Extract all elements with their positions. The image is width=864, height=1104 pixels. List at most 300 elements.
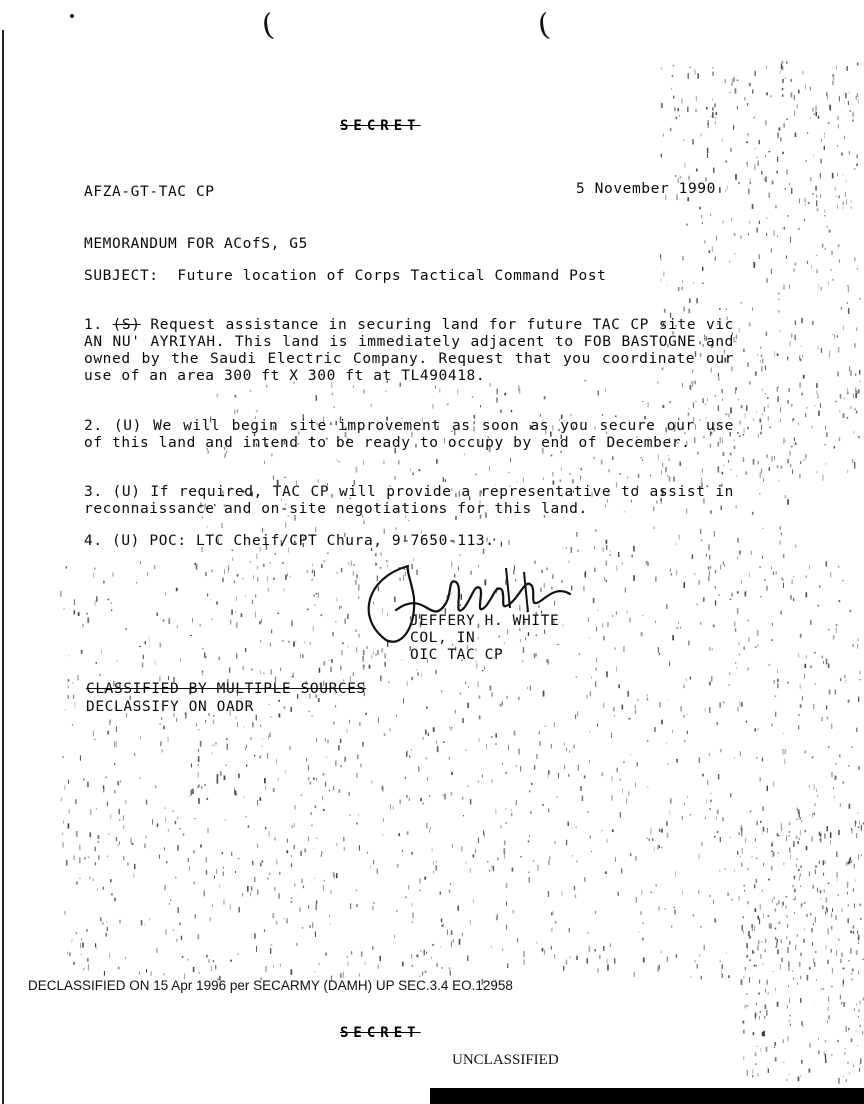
scan-noise-speck [780,541,781,545]
scan-noise-speck [664,309,666,313]
scan-noise-speck [839,96,840,102]
scan-noise-speck [147,572,148,577]
scan-noise-speck [287,573,288,576]
scan-noise-speck [548,891,549,897]
scan-noise-speck [530,686,531,691]
scan-noise-speck [325,953,327,956]
scan-noise-speck [819,861,820,864]
scan-noise-speck [268,588,269,591]
scan-noise-speck [816,383,818,388]
scan-noise-speck [620,812,621,818]
memo-date: 5 November 1990 [576,181,716,197]
scan-noise-speck [349,720,350,723]
scan-noise-speck [257,890,258,895]
scan-noise-speck [300,654,301,657]
scan-noise-speck [766,1047,768,1052]
scan-noise-speck [798,422,799,425]
scan-noise-speck [482,670,484,671]
scan-noise-speck [100,917,102,921]
scan-noise-speck [217,778,219,784]
scan-noise-speck [789,998,790,1003]
scan-noise-speck [832,334,833,336]
scan-noise-speck [748,868,749,871]
scan-noise-speck [774,897,775,900]
scan-noise-speck [696,169,698,172]
scan-noise-speck [772,623,773,626]
scan-noise-speck [614,715,615,716]
scan-noise-speck [544,950,545,955]
scan-noise-speck [419,976,420,977]
scan-noise-speck [861,854,862,856]
scan-noise-speck [145,641,146,644]
scan-noise-speck [710,214,711,217]
scan-noise-speck [737,667,738,670]
scan-noise-speck [832,908,833,911]
scan-noise-speck [806,576,807,578]
scan-noise-speck [780,611,782,615]
scan-noise-speck [793,977,794,980]
scan-noise-speck [855,879,856,881]
scan-noise-speck [797,983,798,985]
scan-noise-speck [860,904,862,907]
scan-noise-speck [771,456,772,462]
scan-noise-speck [861,825,862,831]
scan-noise-speck [72,724,73,726]
scan-noise-speck [528,841,530,843]
scan-noise-speck [710,566,711,569]
scan-noise-speck [529,790,531,792]
scan-noise-speck [432,404,433,408]
scan-noise-speck [760,1011,761,1013]
scan-noise-speck [205,720,206,723]
scan-noise-speck [554,954,555,959]
scan-noise-speck [345,757,346,762]
scan-noise-speck [361,951,363,956]
scan-noise-speck [731,218,732,221]
scan-noise-speck [254,934,256,939]
scan-noise-speck [780,526,781,530]
scan-noise-speck [412,473,413,476]
scan-noise-speck [774,456,775,460]
scan-noise-speck [194,882,195,885]
scan-noise-speck [65,710,66,711]
scan-noise-speck [383,818,384,822]
scan-noise-speck [852,112,853,117]
scan-noise-speck [818,605,819,607]
scan-noise-speck [793,885,794,888]
scan-noise-speck [157,824,159,827]
scan-noise-speck [780,71,781,74]
scan-noise-speck [275,553,276,555]
scan-noise-speck [315,971,316,972]
scan-noise-speck [741,825,743,829]
scan-noise-speck [231,610,233,615]
scan-noise-speck [198,764,200,766]
scan-noise-speck [713,900,714,904]
scan-noise-speck [131,838,132,844]
scan-noise-speck [506,808,507,810]
scan-noise-speck [735,387,737,390]
scan-noise-speck [230,960,232,962]
scan-noise-speck [738,182,740,184]
scan-noise-speck [215,965,216,969]
scan-noise-speck [839,410,840,412]
scan-noise-speck [843,202,844,206]
scan-noise-speck [319,668,321,673]
scan-noise-speck [176,588,178,592]
scan-noise-speck [549,860,550,865]
scan-noise-speck [591,851,592,852]
scan-noise-speck [442,690,443,692]
scan-noise-speck [826,705,827,709]
scan-noise-speck [407,751,408,757]
scan-noise-speck [666,821,668,826]
scan-noise-speck [316,738,317,743]
scan-noise-speck [243,666,244,671]
scan-noise-speck [855,388,857,393]
scan-noise-speck [783,554,785,558]
scan-noise-speck [470,868,471,872]
scan-noise-speck [425,729,426,734]
scan-noise-speck [733,77,734,82]
scan-noise-speck [95,601,96,606]
scan-noise-speck [165,807,166,808]
scan-noise-speck [858,1009,860,1012]
scan-noise-speck [749,936,751,939]
scan-noise-speck [853,925,855,928]
scan-noise-speck [450,883,451,885]
scan-noise-speck [737,591,739,593]
scan-noise-speck [807,975,809,980]
scan-noise-speck [738,556,739,559]
scan-noise-speck [283,918,284,920]
scan-noise-speck [548,659,549,664]
scan-noise-speck [170,900,171,902]
scan-noise-speck [747,162,748,168]
scan-noise-speck [661,103,663,108]
scan-noise-speck [848,101,849,105]
scan-noise-speck [313,777,315,780]
scan-noise-speck [422,972,423,976]
scan-noise-speck [722,963,723,966]
scan-noise-speck [706,107,708,109]
scan-noise-speck [268,735,269,741]
scan-noise-speck [110,879,112,882]
signer-title: OIC TAC CP [410,647,504,663]
scan-noise-speck [80,943,81,948]
scan-noise-speck [204,653,205,658]
scan-noise-speck [331,659,333,663]
scan-noise-speck [616,768,618,773]
scan-noise-speck [188,858,190,862]
scan-noise-speck [164,847,165,850]
scan-noise-speck [793,576,795,577]
scan-noise-speck [684,139,685,141]
paragraph-2 [84,418,734,452]
scan-noise-speck [763,1031,765,1037]
scan-noise-speck [760,1048,761,1051]
scan-noise-speck [497,914,498,920]
scan-noise-speck [775,696,777,697]
scan-noise-speck [323,773,325,776]
scan-noise-speck [76,831,78,837]
scan-noise-speck [313,594,315,597]
scan-noise-speck [712,648,713,651]
scan-noise-speck [790,855,791,860]
scan-noise-speck [862,1031,863,1034]
scan-noise-speck [858,766,859,770]
scan-noise-speck [855,824,856,827]
scan-noise-speck [291,855,292,856]
scan-noise-speck [312,923,313,929]
scan-noise-speck [713,168,715,173]
scan-noise-speck [412,903,413,907]
scan-noise-speck [334,406,336,407]
scan-noise-speck [831,913,832,918]
scan-noise-speck [856,1004,857,1006]
scan-noise-speck [816,200,817,206]
scan-noise-speck [657,845,659,850]
scan-noise-speck [815,917,816,923]
scan-noise-speck [411,852,413,855]
scan-noise-speck [594,949,596,952]
scan-noise-speck [437,459,438,464]
scan-noise-speck [611,733,612,738]
scan-noise-speck [763,827,765,832]
scan-noise-speck [661,154,662,158]
scan-noise-speck [140,777,141,779]
scan-noise-speck [785,188,786,190]
scan-noise-speck [681,287,683,291]
scan-noise-speck [840,803,841,807]
scan-noise-speck [841,307,842,310]
scan-noise-speck [841,153,842,156]
scan-noise-speck [659,829,661,832]
scan-noise-speck [307,570,308,572]
scan-noise-speck [790,1015,791,1016]
scan-noise-speck [799,876,800,880]
scan-noise-speck [736,505,737,508]
scan-noise-speck [846,1026,847,1032]
scan-noise-speck [403,698,404,704]
scan-noise-speck [587,958,589,963]
scan-noise-speck [716,112,718,115]
scan-noise-speck [349,792,350,796]
scan-noise-speck [799,355,800,360]
scan-noise-speck [702,774,704,777]
scan-noise-speck [672,729,673,733]
scan-noise-speck [357,755,358,760]
scan-noise-speck [659,653,660,655]
scan-noise-speck [245,648,246,652]
scan-noise-speck [382,785,384,790]
scan-noise-speck [211,966,212,972]
scan-noise-speck [744,976,745,978]
scan-noise-speck [638,474,640,478]
scan-noise-speck [479,716,481,720]
scan-noise-speck [409,755,410,758]
scan-noise-speck [718,594,720,596]
scan-noise-speck [800,634,802,638]
scan-noise-speck [800,830,801,835]
scan-noise-speck [407,681,408,686]
scan-noise-speck [718,405,720,411]
scan-noise-speck [260,725,261,727]
scan-noise-speck [810,620,812,625]
scan-noise-speck [575,895,577,899]
scan-noise-speck [450,971,451,976]
scan-noise-speck [500,410,502,413]
scan-noise-speck [500,704,502,707]
scan-noise-speck [69,655,70,656]
scan-noise-speck [687,731,688,734]
scan-noise-speck [832,724,833,730]
scan-noise-speck [816,269,817,273]
scan-noise-speck [812,885,814,889]
scan-noise-speck [213,715,214,716]
scan-noise-speck [562,891,563,896]
scan-noise-speck [789,848,790,853]
scan-noise-speck [635,705,636,709]
scan-noise-speck [337,459,338,462]
scan-noise-speck [711,793,712,795]
scan-noise-speck [741,979,743,985]
scan-noise-speck [411,954,412,959]
scan-noise-speck [798,653,799,658]
scan-noise-speck [712,112,714,118]
scan-noise-speck [151,971,152,976]
scan-noise-speck [789,285,790,289]
scan-noise-speck [745,838,746,842]
scan-noise-speck [273,965,274,968]
scan-noise-speck [282,562,283,564]
scan-noise-speck [455,710,456,714]
scan-noise-speck [707,148,709,153]
scan-noise-speck [859,679,861,680]
scan-noise-speck [549,856,550,859]
scan-noise-speck [749,959,751,961]
scan-noise-speck [845,93,846,99]
scan-noise-speck [854,343,855,347]
scan-noise-speck [276,921,278,925]
scan-noise-speck [591,677,592,679]
scan-noise-speck [654,727,655,732]
scan-noise-speck [786,896,788,897]
scan-noise-speck [786,835,787,841]
scan-noise-speck [801,345,802,346]
scan-noise-speck [763,528,764,529]
scan-noise-speck [789,1020,790,1022]
scan-noise-speck [285,575,286,580]
scan-noise-speck [792,579,793,584]
scan-noise-speck [580,786,581,791]
scan-noise-speck [420,798,422,802]
punch-hole-mark-right: ( [535,7,553,44]
scan-noise-speck [545,726,547,727]
scan-noise-speck [551,913,553,916]
scan-noise-speck [766,1010,767,1016]
scan-noise-speck [782,579,784,580]
scan-noise-speck [222,578,224,583]
scan-noise-speck [327,740,328,744]
scan-noise-speck [436,860,437,862]
scan-noise-speck [447,930,448,936]
scan-noise-speck [453,939,454,942]
scan-noise-speck [462,718,464,723]
scan-noise-speck [712,67,713,69]
scan-noise-speck [673,65,674,67]
scan-noise-speck [843,1076,844,1077]
scan-noise-speck [325,782,326,787]
scan-noise-speck [716,236,717,241]
scan-noise-speck [741,302,742,304]
scan-noise-speck [853,1065,854,1067]
scan-noise-speck [204,890,205,896]
scan-noise-speck [754,925,755,931]
scan-noise-speck [74,599,75,605]
scan-noise-speck [758,1073,759,1076]
scan-noise-speck [180,828,181,830]
scan-noise-speck [255,595,256,598]
scan-noise-speck [60,591,62,597]
scan-noise-speck [593,598,595,603]
scan-noise-speck [766,66,767,69]
scan-noise-speck [606,671,608,677]
scan-noise-speck [96,808,97,810]
scan-noise-speck [254,877,256,882]
scan-noise-speck [142,663,144,668]
scan-noise-speck [860,381,861,383]
scan-noise-speck [149,637,150,641]
scan-noise-speck [847,882,849,888]
scan-noise-speck [243,578,244,579]
scan-noise-speck [815,186,817,191]
scan-noise-speck [430,828,431,829]
scan-noise-speck [825,1040,826,1042]
scan-noise-speck [792,971,793,972]
scan-noise-speck [348,645,349,647]
scan-noise-speck [219,884,220,888]
scan-noise-speck [814,114,815,115]
scan-noise-speck [851,201,852,203]
scan-noise-speck [787,924,788,928]
scan-noise-speck [359,973,361,976]
scan-noise-speck [244,727,245,728]
scan-noise-speck [83,778,84,781]
scan-noise-speck [708,567,710,570]
scan-noise-speck [672,75,674,77]
scan-noise-speck [230,904,231,910]
scan-noise-speck [116,741,117,747]
scan-noise-speck [394,935,395,938]
scan-noise-speck [524,959,525,965]
scan-noise-speck [511,809,512,811]
scan-noise-speck [747,103,748,106]
scan-noise-speck [794,889,796,893]
scan-noise-speck [629,718,631,720]
scan-noise-speck [641,457,642,458]
scan-noise-speck [844,136,845,140]
scan-noise-speck [809,786,810,788]
scan-noise-speck [839,259,840,262]
scan-noise-speck [749,221,750,224]
scan-noise-speck [755,371,756,376]
scan-noise-speck [832,81,834,86]
scan-noise-speck [754,165,755,171]
scan-noise-speck [800,704,802,708]
scan-noise-speck [489,466,490,471]
scan-noise-speck [720,837,721,842]
